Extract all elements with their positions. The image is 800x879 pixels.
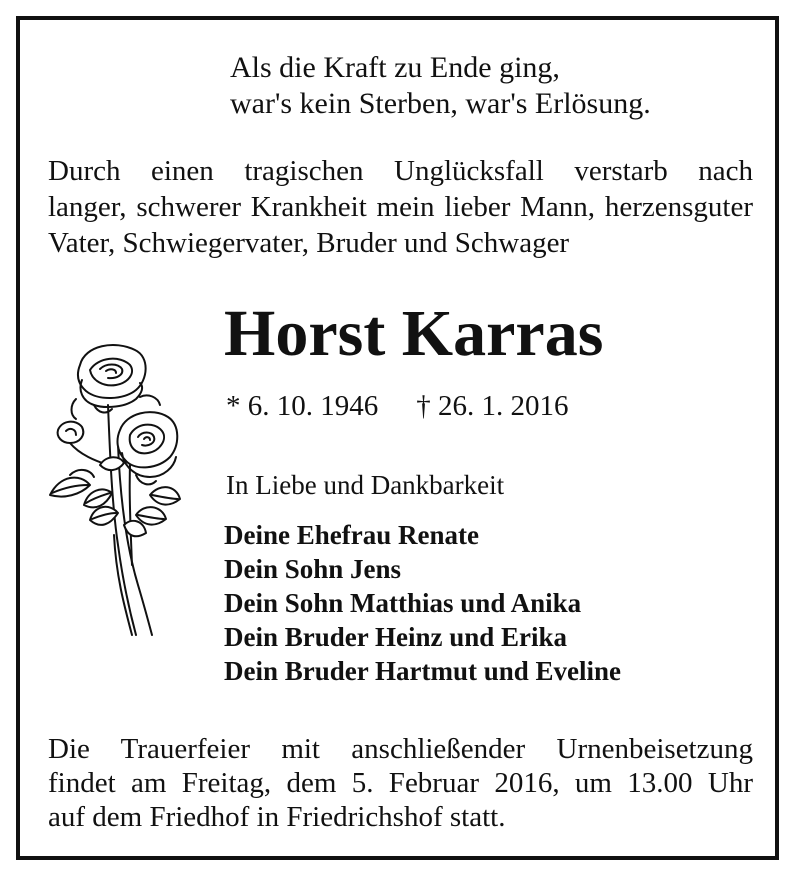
ceremony-line-1: Die Trauerfeier mit anschließender Urnenbeisetzung (48, 733, 753, 765)
family-member: Dein Sohn Jens (224, 554, 402, 584)
family-member: Dein Bruder Hartmut und Eveline (224, 656, 622, 686)
ceremony-line-2: findet am Freitag, dem 5. Februar 2016, um 13.00 Uhr (48, 767, 753, 799)
family-member: Dein Bruder Heinz und Erika (224, 622, 568, 652)
dedication: In Liebe und Dankbarkeit (226, 470, 505, 500)
deceased-name: Horst Karras (224, 297, 604, 370)
rose-icon (40, 335, 190, 645)
ceremony-info (48, 732, 753, 834)
intro-line-1: Durch einen tragischen Unglücksfall verstarb nach (48, 155, 753, 187)
family-member: Deine Ehefrau Renate (224, 520, 479, 550)
death-date: † 26. 1. 2016 (416, 390, 569, 422)
family-list (224, 518, 621, 688)
intro-text (48, 153, 753, 261)
life-dates (226, 388, 569, 424)
family-member: Dein Sohn Matthias und Anika (224, 588, 582, 618)
birth-date: * 6. 10. 1946 (226, 390, 379, 422)
poem (230, 50, 651, 122)
ceremony-line-3: auf dem Friedhof in Friedrichshof statt. (48, 801, 506, 833)
intro-line-3: Vater, Schwiegervater, Bruder und Schwager (48, 227, 570, 259)
poem-line-2: war's kein Sterben, war's Erlösung. (230, 87, 651, 120)
poem-line-1: Als die Kraft zu Ende ging, (230, 51, 560, 84)
intro-line-2: langer, schwerer Krankheit mein lieber Mann, herzensguter (48, 191, 753, 223)
